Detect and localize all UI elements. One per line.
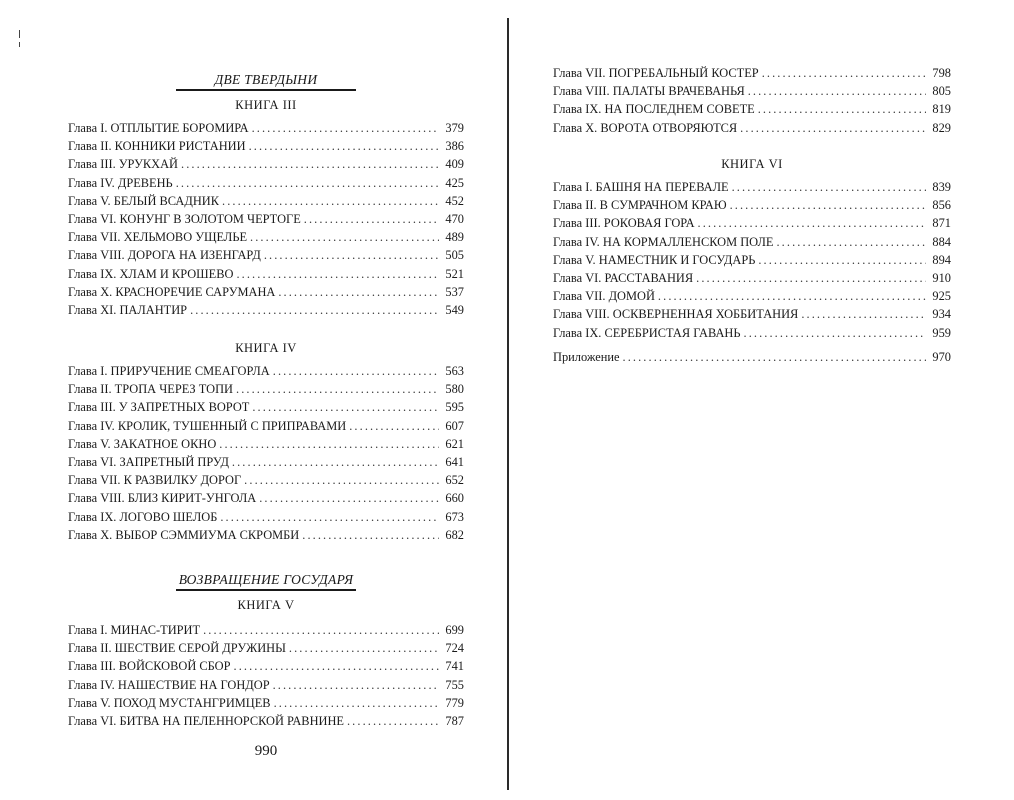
toc-entry (68, 139, 464, 157)
toc-entry (68, 473, 464, 491)
page-ref: 489 (445, 230, 464, 245)
toc-entry (553, 180, 951, 198)
toc-entry (68, 696, 464, 714)
toc-entry (68, 714, 464, 732)
page-ref: 505 (445, 248, 464, 263)
left-page (68, 0, 464, 800)
page-ref: 910 (932, 270, 951, 285)
page-ref: 379 (445, 121, 464, 135)
toc-entry (68, 303, 464, 321)
dot-leader (232, 455, 439, 470)
page-ref: 549 (445, 302, 464, 317)
chapter-title: Глава VI. РАССТАВАНИЯ (553, 270, 694, 285)
toc-entry (68, 212, 464, 230)
chapter-title: Глава I. ПРИРУЧЕНИЕ СМЕАГОРЛА (68, 364, 270, 378)
chapter-title: Глава X. КРАСНОРЕЧИЕ САРУМАНА (68, 284, 276, 299)
chapter-title: Глава V. НАМЕСТНИК И ГОСУДАРЬ (553, 252, 756, 267)
chapter-title: Глава I. МИНАС-ТИРИТ (68, 623, 201, 637)
chapter-title: Глава X. ВОРОТА ОТВОРЯЮТСЯ (553, 120, 738, 135)
page-ref: 563 (445, 364, 464, 378)
chapter-title: Глава IX. СЕРЕБРИСТАЯ ГАВАНЬ (553, 325, 741, 340)
chapter-title: Глава II. ТРОПА ЧЕРЕЗ ТОПИ (68, 382, 233, 397)
dot-leader (222, 194, 439, 209)
page-ref: 839 (932, 180, 951, 194)
chapter-title: Глава VIII. ДОРОГА НА ИЗЕНГАРД (68, 248, 261, 263)
dot-leader (244, 473, 439, 488)
dot-leader (250, 230, 439, 245)
toc-entry (68, 528, 464, 546)
toc-entry (553, 307, 951, 325)
dot-leader (696, 271, 926, 286)
page-ref: 660 (445, 491, 464, 506)
page-ref: 621 (445, 436, 464, 451)
dot-leader (252, 121, 439, 136)
book-header-4: КНИГА IV (235, 341, 297, 355)
page-ref: 607 (445, 418, 464, 433)
page-ref: 829 (932, 120, 951, 135)
toc-entry (68, 641, 464, 659)
page-ref: 682 (445, 527, 464, 542)
toc-entry (68, 267, 464, 285)
page-ref: 470 (445, 211, 464, 226)
part-title-text: ДВЕ ТВЕРДЫНИ (214, 72, 318, 87)
chapter-title: Глава V. БЕЛЫЙ ВСАДНИК (68, 193, 219, 208)
dot-leader (236, 267, 439, 282)
page-ref: 787 (445, 713, 464, 728)
toc-entry (68, 230, 464, 248)
part-title-two-towers (68, 72, 464, 91)
chapter-title: Глава II. В СУМРАЧНОМ КРАЮ (553, 198, 727, 213)
page-ref: 699 (445, 623, 464, 637)
dot-leader (776, 235, 926, 250)
page-ref: 755 (445, 677, 464, 692)
dot-leader (236, 382, 439, 397)
toc-book-4 (68, 364, 464, 546)
chapter-title: Глава II. ШЕСТВИЕ СЕРОЙ ДРУЖИНЫ (68, 641, 286, 656)
toc-entry (68, 176, 464, 194)
chapter-title: Глава III. РОКОВАЯ ГОРА (553, 216, 695, 231)
page-ref: 409 (445, 157, 464, 172)
chapter-title: Глава VI. КОНУНГ В ЗОЛОТОМ ЧЕРТОГЕ (68, 211, 301, 226)
book-header-5: КНИГА V (237, 598, 295, 612)
toc-entry-appendix (553, 350, 951, 368)
page-ref: 779 (445, 695, 464, 710)
toc-entry (68, 285, 464, 303)
dot-leader (801, 307, 926, 322)
part-title-return-of-king (68, 572, 464, 591)
title-underline (176, 589, 356, 591)
toc-entry (68, 491, 464, 509)
chapter-title: Глава I. ОТПЛЫТИЕ БОРОМИРА (68, 121, 249, 135)
dot-leader (762, 66, 926, 81)
chapter-title: Глава IX. НА ПОСЛЕДНЕМ СОВЕТЕ (553, 102, 755, 117)
dot-leader (220, 510, 439, 525)
page-ref: 925 (932, 289, 951, 304)
dot-leader (758, 102, 926, 117)
dot-leader (740, 121, 926, 136)
toc-entry (553, 235, 951, 253)
part-title-text: ВОЗВРАЩЕНИЕ ГОСУДАРЯ (178, 572, 354, 587)
page-ref: 425 (445, 175, 464, 190)
page-ref: 537 (445, 284, 464, 299)
chapter-title: Глава VII. К РАЗВИЛКУ ДОРОГ (68, 473, 242, 488)
toc-appendix (553, 350, 951, 368)
toc-entry (68, 194, 464, 212)
toc-entry (553, 84, 951, 102)
page-ref: 652 (445, 473, 464, 488)
dot-leader (278, 285, 439, 300)
chapter-title: Глава III. У ЗАПРЕТНЫХ ВОРОТ (68, 400, 250, 415)
right-page (553, 0, 951, 800)
page-ref: 673 (445, 509, 464, 524)
dot-leader (698, 216, 926, 231)
chapter-title: Глава X. ВЫБОР СЭММИУМА СКРОМБИ (68, 527, 300, 542)
page-ref: 959 (932, 325, 951, 340)
chapter-title: Глава IV. ДРЕВЕНЬ (68, 175, 173, 190)
page-ref: 856 (932, 198, 951, 213)
toc-entry (553, 289, 951, 307)
dot-leader (302, 528, 439, 543)
toc-entry (553, 253, 951, 271)
page-ref: 819 (932, 102, 951, 117)
dot-leader (732, 180, 926, 195)
dot-leader (234, 659, 440, 674)
book-spine (507, 18, 509, 790)
toc-book-3 (68, 121, 464, 321)
scan-mark (19, 30, 20, 38)
chapter-title: Глава II. КОННИКИ РИСТАНИИ (68, 139, 246, 154)
title-underline (176, 89, 356, 91)
chapter-title: Глава VIII. БЛИЗ КИРИТ-УНГОЛА (68, 491, 257, 506)
dot-leader (264, 248, 439, 263)
dot-leader (758, 253, 926, 268)
page-ref: 894 (932, 252, 951, 267)
toc-entry (553, 271, 951, 289)
toc-entry (68, 400, 464, 418)
page-ref: 884 (932, 234, 951, 249)
chapter-title: Глава IV. НАШЕСТВИЕ НА ГОНДОР (68, 677, 270, 692)
toc-entry (553, 102, 951, 120)
dot-leader (249, 139, 439, 154)
chapter-title: Глава IV. КРОЛИК, ТУШЕННЫЙ С ПРИПРАВАМИ (68, 418, 347, 433)
dot-leader (289, 641, 439, 656)
toc-entry (68, 382, 464, 400)
appendix-title: Приложение (553, 350, 620, 364)
toc-entry (68, 121, 464, 139)
dot-leader (273, 364, 439, 379)
page-ref: 641 (445, 454, 464, 469)
dot-leader (273, 678, 439, 693)
book-header-3: КНИГА III (235, 98, 297, 112)
chapter-title: Глава I. БАШНЯ НА ПЕРЕВАЛЕ (553, 180, 729, 194)
chapter-title: Глава IX. ЛОГОВО ШЕЛОБ (68, 509, 218, 524)
chapter-title: Глава VII. ХЕЛЬМОВО УЩЕЛЬЕ (68, 230, 248, 245)
dot-leader (304, 212, 439, 227)
dot-leader (274, 696, 439, 711)
chapter-title: Глава V. ЗАКАТНОЕ ОКНО (68, 436, 217, 451)
toc-entry (553, 121, 951, 139)
dot-leader (744, 326, 927, 341)
page-ref: 805 (932, 84, 951, 99)
toc-entry (68, 510, 464, 528)
toc-entry (68, 678, 464, 696)
page-ref: 798 (932, 66, 951, 80)
dot-leader (623, 350, 926, 365)
chapter-title: Глава VII. ПОГРЕБАЛЬНЫЙ КОСТЕР (553, 66, 759, 80)
book-header-6: КНИГА VI (721, 157, 783, 171)
page-ref: 595 (445, 400, 464, 415)
toc-book-5-continued (553, 66, 951, 139)
chapter-title: Глава XI. ПАЛАНТИР (68, 302, 188, 317)
page-ref: 934 (932, 307, 951, 322)
chapter-title: Глава IV. НА КОРМАЛЛЕНСКОМ ПОЛЕ (553, 234, 774, 249)
toc-entry (68, 157, 464, 175)
chapter-title: Глава V. ПОХОД МУСТАНГРИМЦЕВ (68, 695, 271, 710)
dot-leader (176, 176, 439, 191)
dot-leader (347, 714, 439, 729)
chapter-title: Глава III. ВОЙСКОВОЙ СБОР (68, 659, 231, 674)
dot-leader (748, 84, 926, 99)
page-number: 990 (254, 743, 278, 759)
toc-entry (68, 364, 464, 382)
toc-entry (553, 66, 951, 84)
page-ref: 970 (932, 350, 951, 364)
dot-leader (203, 623, 439, 638)
toc-entry (553, 216, 951, 234)
toc-book-5 (68, 623, 464, 732)
dot-leader (259, 491, 439, 506)
chapter-title: Глава VI. БИТВА НА ПЕЛЕННОРСКОЙ РАВНИНЕ (68, 713, 344, 728)
dot-leader (730, 198, 926, 213)
chapter-title: Глава VI. ЗАПРЕТНЫЙ ПРУД (68, 454, 229, 469)
toc-entry (68, 623, 464, 641)
chapter-title: Глава VIII. ПАЛАТЫ ВРАЧЕВАНЬЯ (553, 84, 745, 99)
toc-book-6 (553, 180, 951, 344)
toc-entry (68, 455, 464, 473)
toc-entry (553, 326, 951, 344)
dot-leader (349, 419, 439, 434)
toc-entry (68, 419, 464, 437)
chapter-title: Глава VII. ДОМОЙ (553, 289, 655, 304)
dot-leader (252, 400, 439, 415)
dot-leader (190, 303, 439, 318)
page-ref: 580 (445, 382, 464, 397)
toc-entry (68, 437, 464, 455)
chapter-title: Глава VIII. ОСКВЕРНЕННАЯ ХОББИТАНИЯ (553, 307, 799, 322)
dot-leader (658, 289, 926, 304)
toc-entry (68, 659, 464, 677)
page-ref: 386 (445, 139, 464, 154)
dot-leader (181, 157, 439, 172)
page-ref: 521 (445, 266, 464, 281)
dot-leader (219, 437, 439, 452)
chapter-title: Глава III. УРУКХАЙ (68, 157, 179, 172)
toc-entry (68, 248, 464, 266)
chapter-title: Глава IX. ХЛАМ И КРОШЕВО (68, 266, 234, 281)
page-ref: 741 (445, 659, 464, 674)
page-ref: 871 (932, 216, 951, 231)
page-ref: 724 (445, 641, 464, 656)
scan-mark (19, 42, 20, 47)
page-ref: 452 (445, 193, 464, 208)
toc-entry (553, 198, 951, 216)
